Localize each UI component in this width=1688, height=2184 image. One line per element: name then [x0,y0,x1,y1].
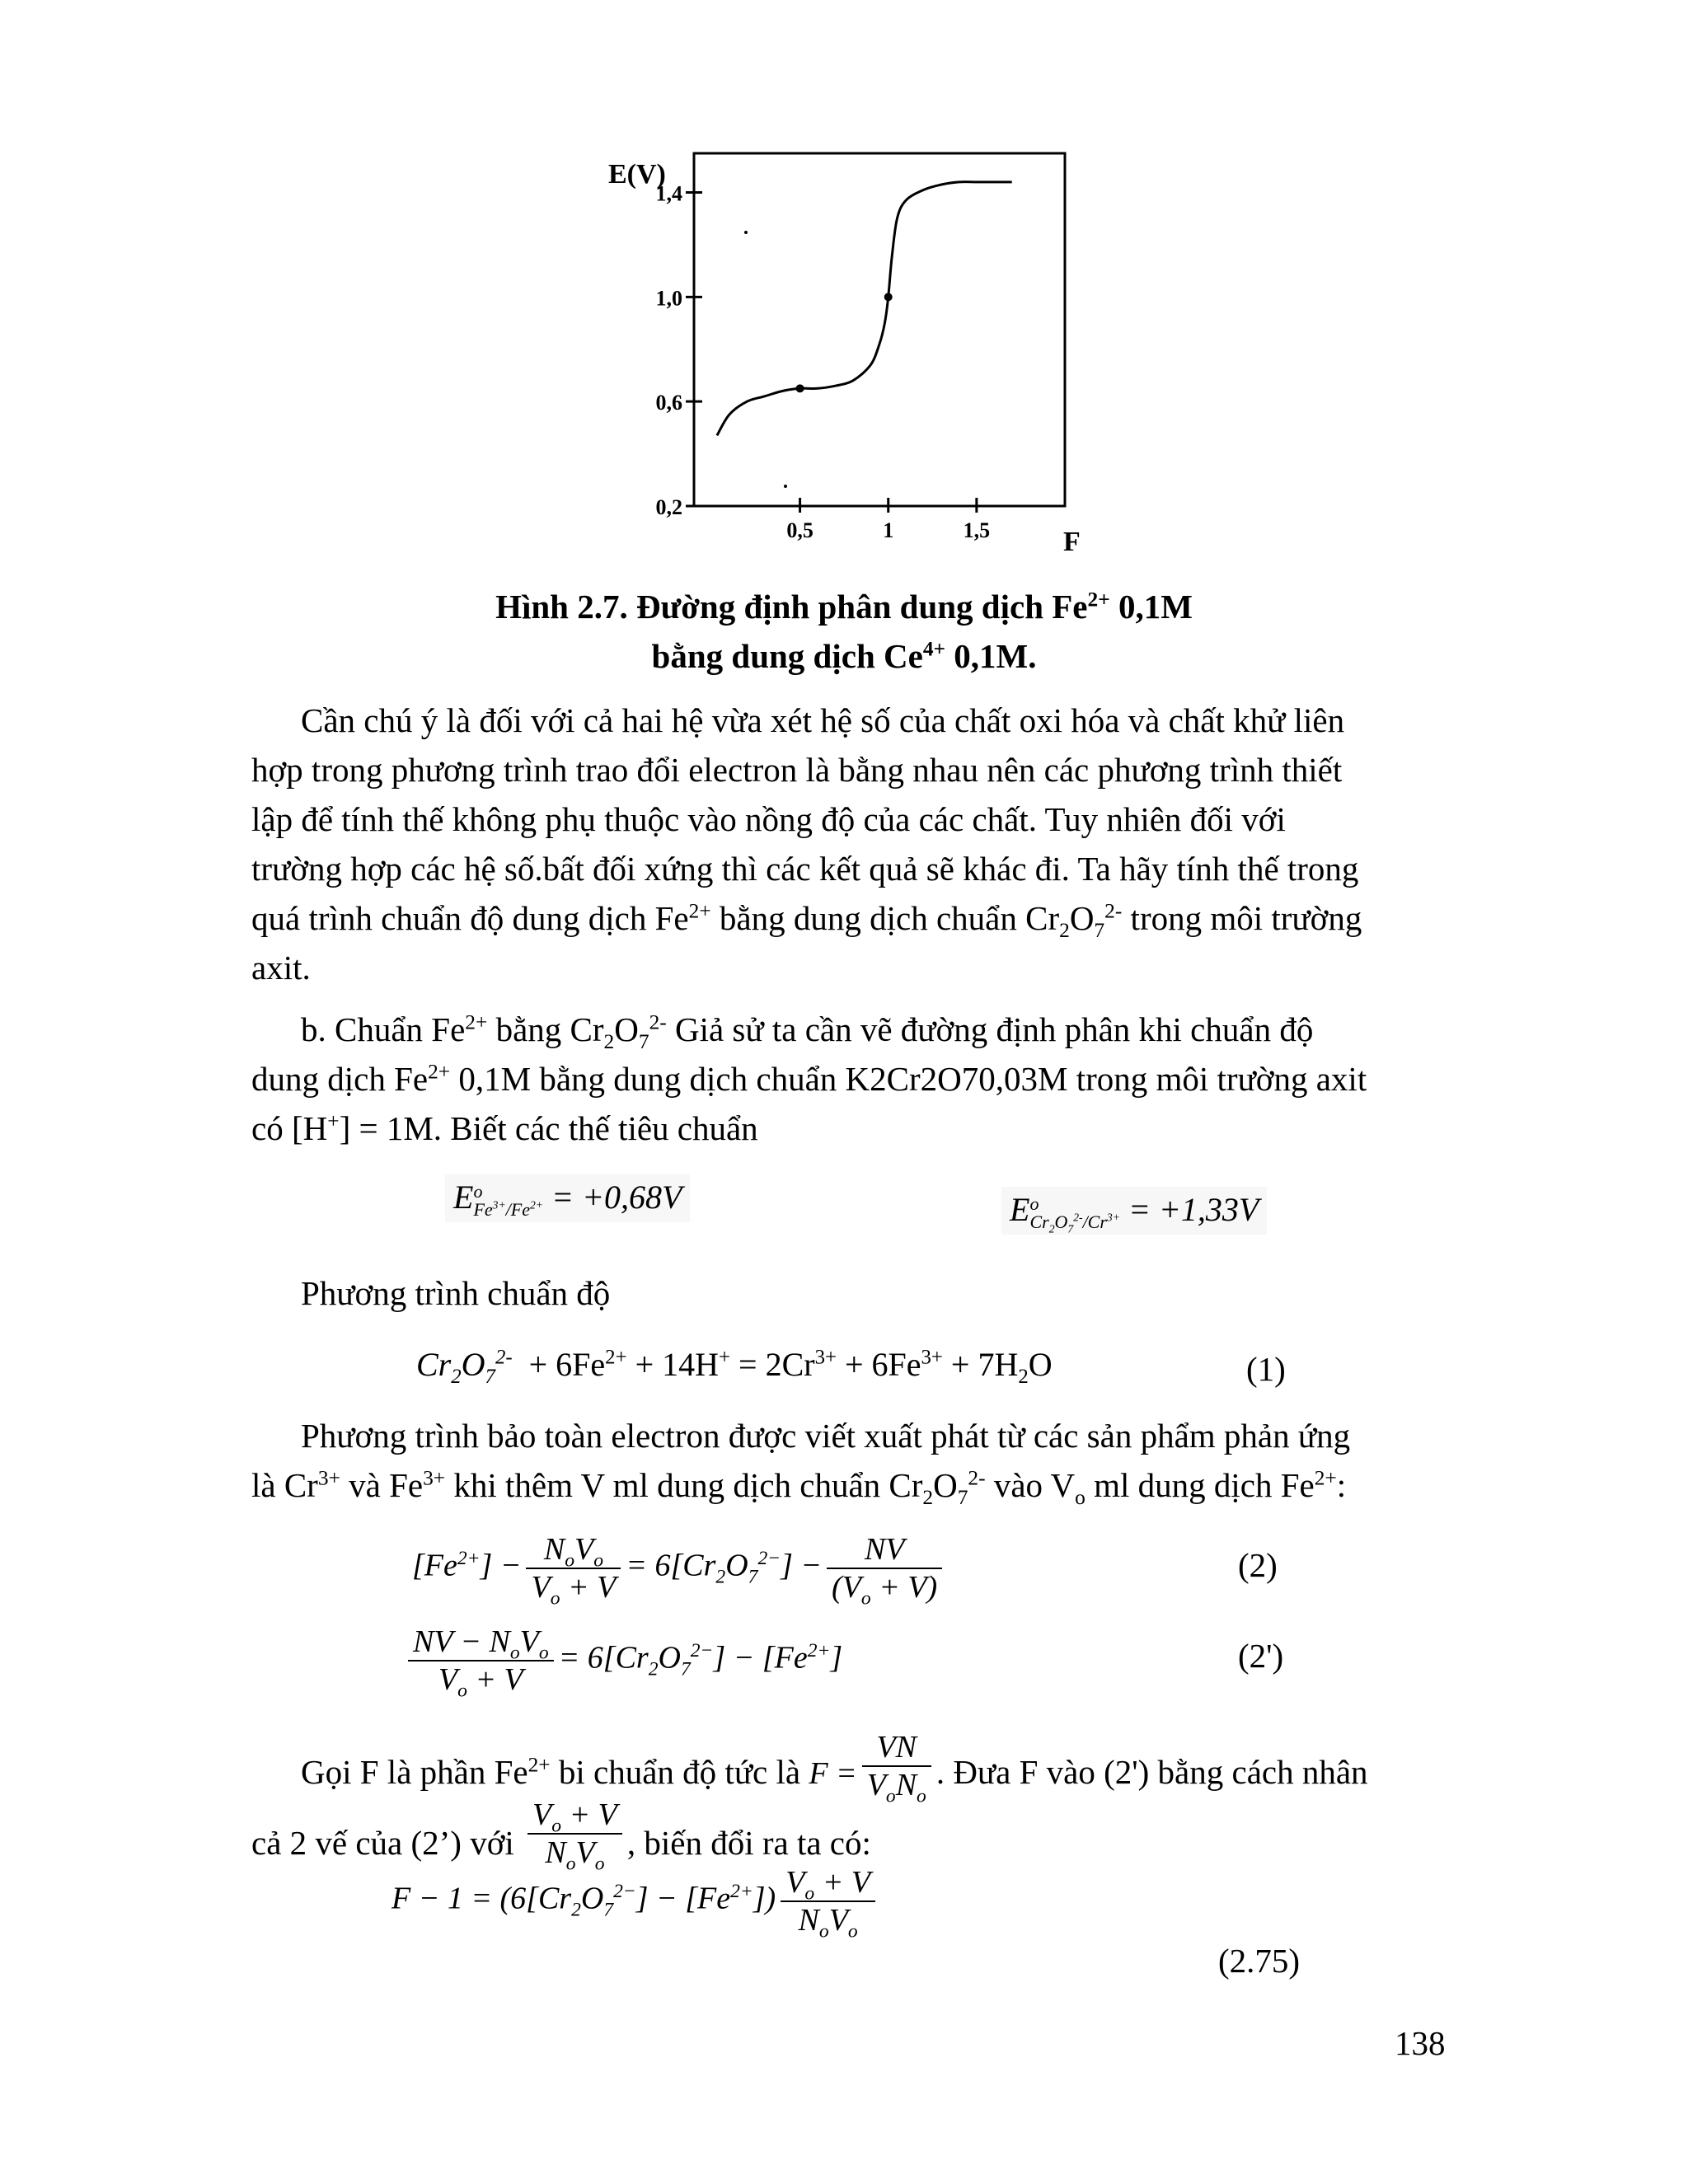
para1-line: quá trình chuẩn độ dung dịch $Fe^{2+}$ bằng dung dịch chuẩn $Cr_2O_7^{2-}$ trong môi trường [251,899,1362,943]
titration-chart [577,140,1104,569]
para5-line: cả 2 vế của (2’) với $\frac{V_o + V}{N_oV_o}$ , biến đổi ra ta có: [251,1797,871,1875]
figure-caption-line1: Hình 2.7. Đường định phân dung dịch $Fe^{2+}$ 0,1M [495,588,1193,626]
equation-number: (2.75) [1218,1942,1301,1980]
x-axis-label: F [1063,527,1081,557]
scan-dot [744,231,748,234]
equation-2-prime: $\frac{NV - N_oV_o}{V_o + V}$ = $6[Cr_2O_7^{2-}] - [Fe^{2+}]$ [408,1624,842,1698]
reaction-equation: $Cr_2O_7^{2-} + 6Fe^{2+} + 14H^+ = 2Cr^{3+} + 6Fe^{3+} + 7H_2O$ [416,1346,1053,1388]
y-tick-label: 0,6 [655,391,682,415]
para1-line: lập để tính thế không phụ thuộc vào nồng độ của các chất. Tuy nhiên đối với [251,800,1286,838]
para5-line: Gọi F là phần $Fe^{2+}$ bi chuẩn độ tức là F = $\frac{VN}{V_oN_o}$ . Đưa F vào (2') bằng cách nhân [301,1730,1368,1807]
std-potential-cr: E o $Cr_2O_7^{2-}/Cr^{3+}$ = +1,33V [1001,1187,1267,1235]
x-tick-label: 0,5 [786,518,814,542]
equation-number: (2') [1238,1637,1284,1675]
scan-dot [784,485,787,488]
equation-number: (2) [1238,1546,1278,1584]
para1-line: axit. [251,949,311,987]
y-tick-label: 1,0 [655,286,682,311]
std-potential-fe: E o $Fe^{3+}/Fe^{2+}$ = +0,68V [445,1174,690,1222]
chart-frame [694,153,1065,506]
y-tick-label: 0,2 [655,495,682,519]
para4-line: Phương trình bảo toàn electron được viết xuất phát từ các sản phẩm phản ứng [301,1417,1351,1455]
para1-line: Cần chú ý là đối với cả hai hệ vừa xét hệ số của chất oxi hóa và chất khử liên [301,701,1345,739]
y-axis-label: E(V) [608,159,666,190]
para4-line: là $Cr^{3+}$ và $Fe^{3+}$ khi thêm V ml dung dịch chuẩn $Cr_2O_7^{2-}$ vào $V_o$ ml dung dịch $Fe^{2+}$: [251,1466,1347,1510]
titration-curve [717,182,1012,436]
para3-line: Phương trình chuẩn độ [301,1274,611,1312]
equation-number: (1) [1246,1350,1286,1388]
y-tick-label: 1,4 [655,181,682,206]
para1-line: hợp trong phương trình trao đổi electron là bằng nhau nên các phương trình thiết [251,751,1343,789]
para1-line: trường hợp các hệ số.bất đối xứng thì các kết quả sẽ khác đi. Ta hãy tính thế trong [251,850,1359,888]
x-tick-label: 1,5 [963,518,991,542]
figure-caption-line2: bằng dung dịch $Ce^{4+}$ 0,1M. [651,637,1037,675]
page-number: 138 [1395,2024,1446,2062]
equation-2: $[Fe^{2+}]$ − $\frac{N_oV_o}{V_o + V}$ = $6[Cr_2O_7^{2-}]$ − $\frac{NV}{(V_o + V)}$ [412,1531,947,1605]
x-tick-label: 1 [883,518,894,542]
equation-2-75: $F - 1 = (6[Cr_2O_7^{2-}] - [Fe^{2+}])$ $\frac{V_o + V}{N_oV_o}$ [392,1864,880,1938]
para2-line: có [H+] = 1M. Biết các thế tiêu chuẩn [251,1109,758,1147]
para2-line: b. Chuẩn $Fe^{2+}$ bằng $Cr_2O_7^{2-}$ Giả sử ta cần vẽ đường định phân khi chuẩn độ [301,1010,1314,1054]
para2-line: dung dịch $Fe^{2+}$ 0,1M bằng dung dịch chuẩn K2Cr2O70,03M trong môi trường axit [251,1060,1367,1098]
